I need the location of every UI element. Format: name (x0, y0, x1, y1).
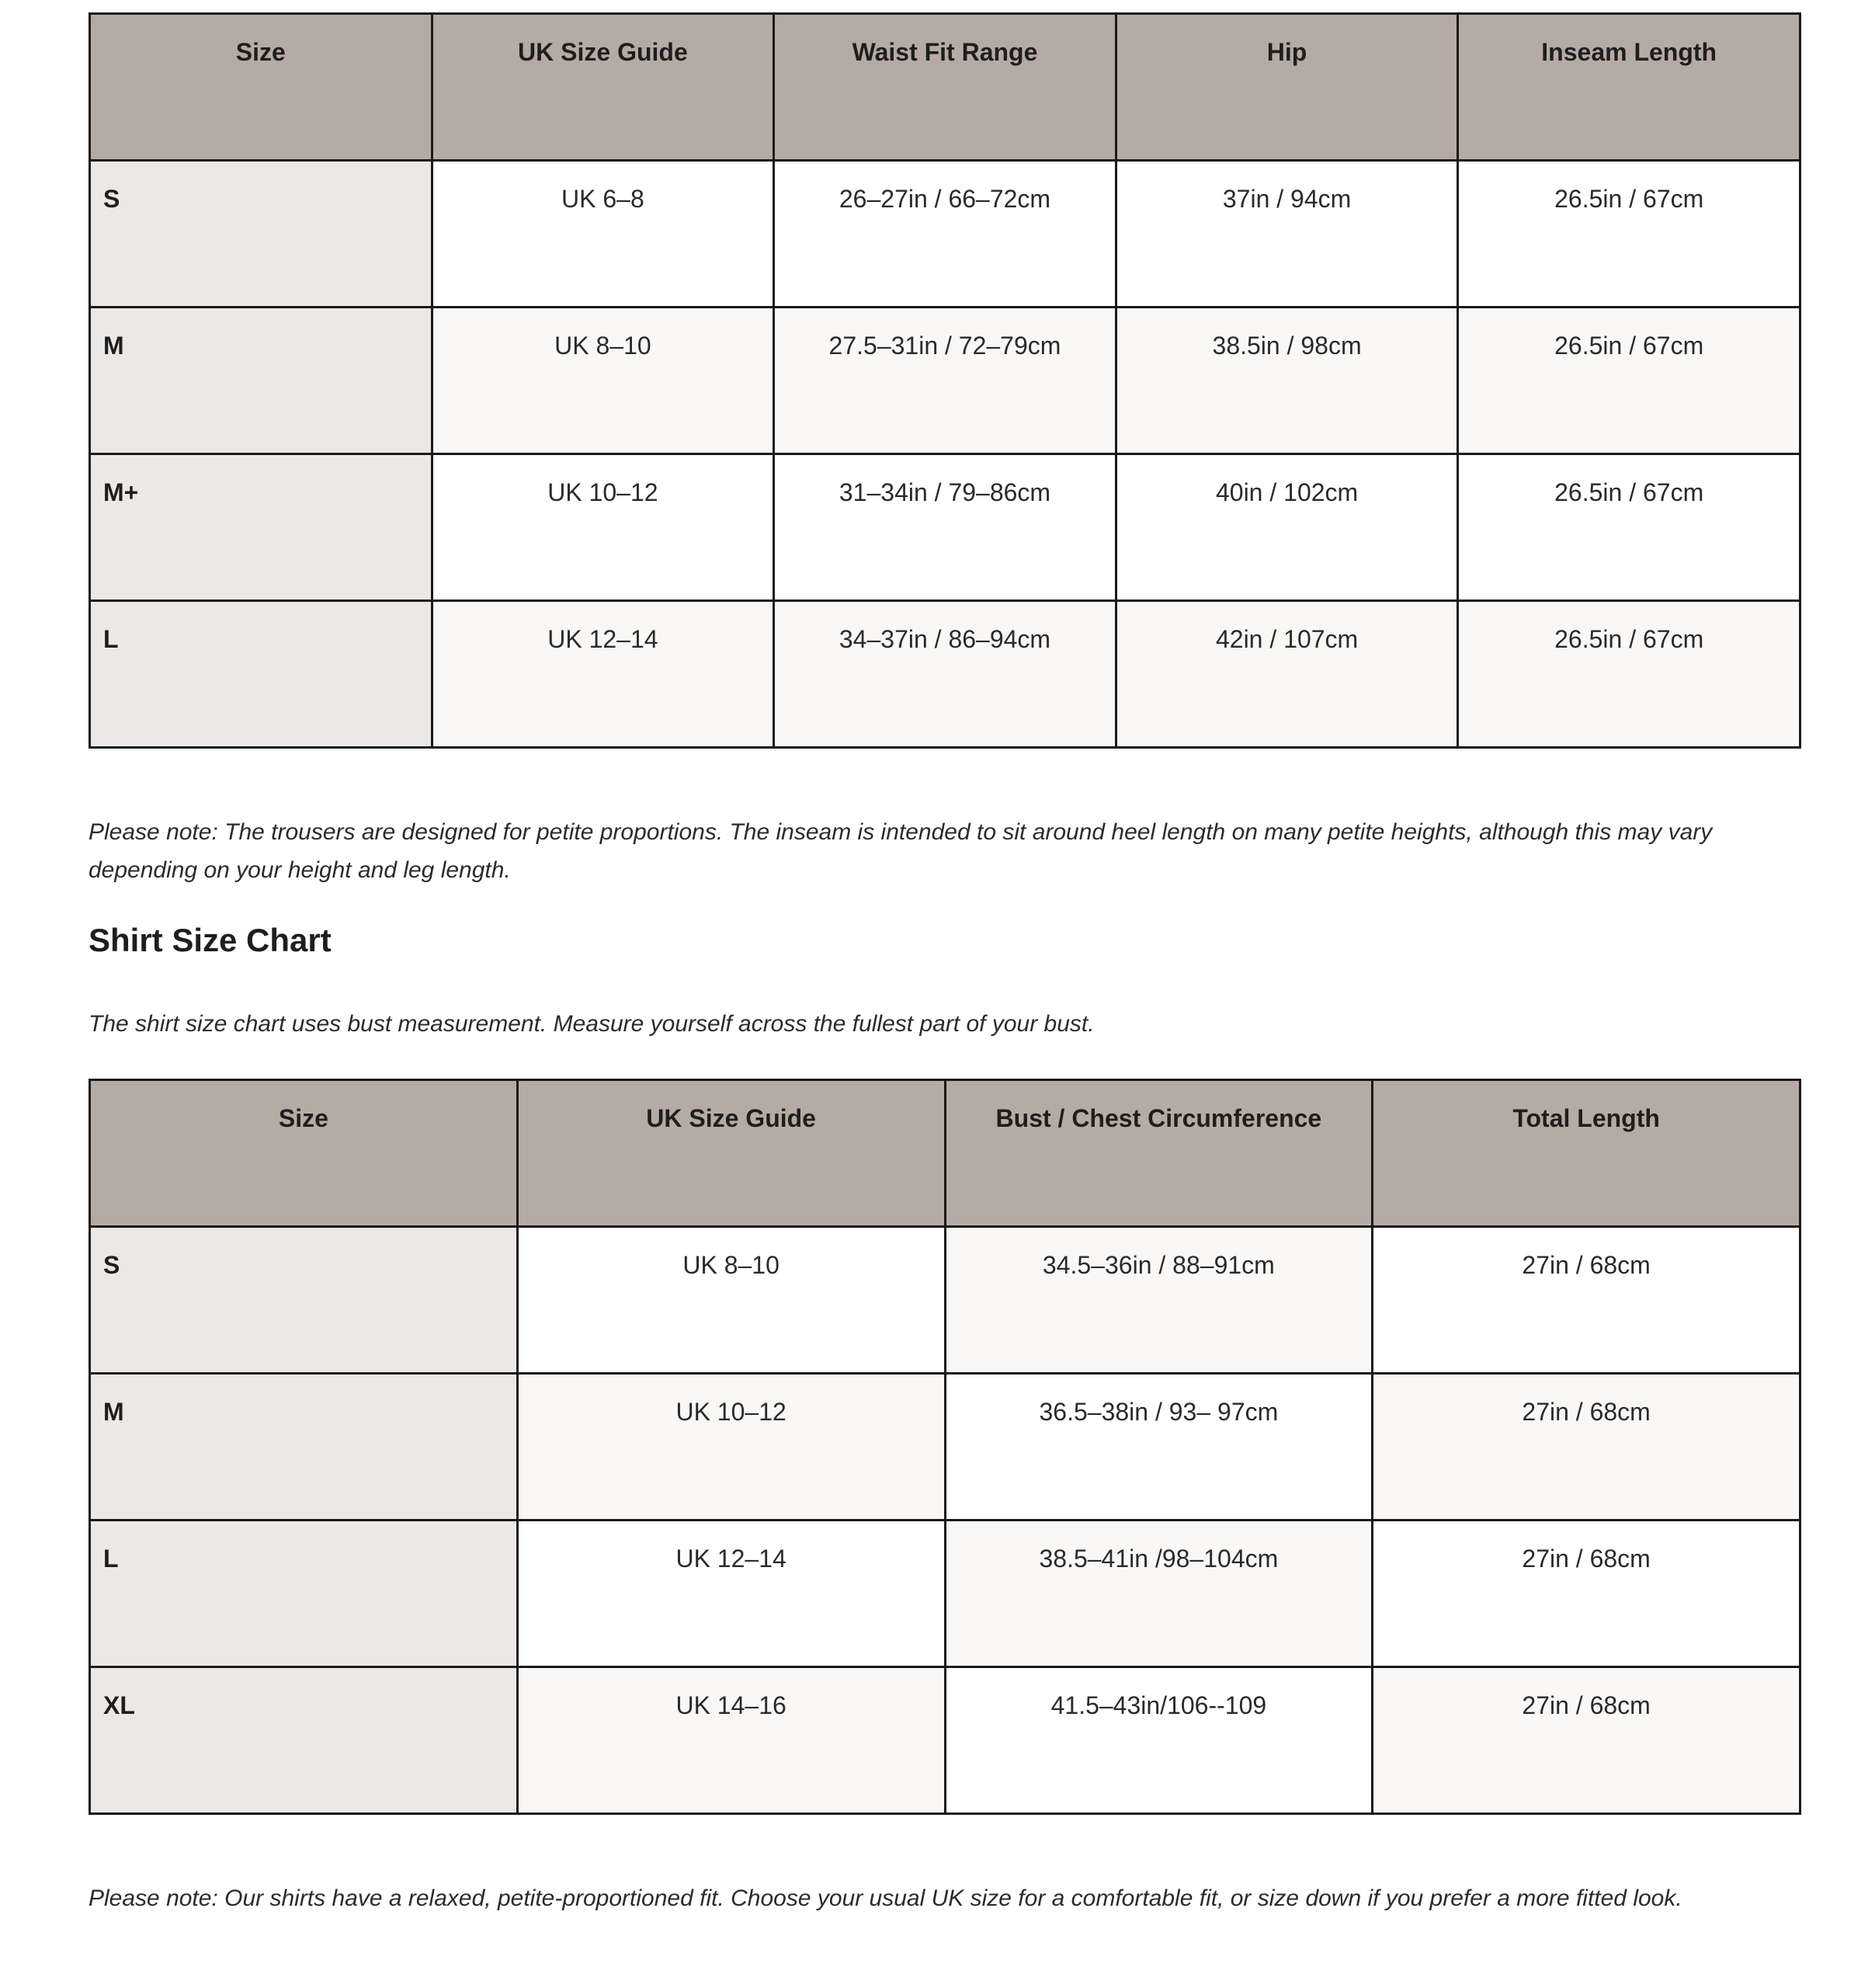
table-header-row (90, 1080, 1800, 1227)
size-cell: L (90, 1521, 518, 1667)
trousers-note: Please note: The trousers are designed for petite proportions. The inseam is intended to sit around heel length on many petite heights, although this may vary depending on your height and leg length. (89, 819, 1713, 883)
uk-size-cell: UK 8–10 (432, 308, 774, 454)
waist-cell: 31–34in / 79–86cm (774, 454, 1116, 601)
header-hip: Hip (1116, 14, 1458, 161)
header-size: Size (90, 14, 432, 161)
uk-size-cell: UK 12–14 (517, 1521, 945, 1667)
waist-cell: 26–27in / 66–72cm (774, 161, 1116, 308)
bust-cell: 34.5–36in / 88–91cm (945, 1227, 1373, 1374)
shirt-note: Please note: Our shirts have a relaxed, petite-proportioned fit. Choose your usual UK size for a comfortable fit, or size down if you prefer a more fitted look. (89, 1885, 1682, 1911)
table-row (90, 1227, 1800, 1374)
shirt-intro: The shirt size chart uses bust measurement. Measure yourself across the fullest part of your bust. (89, 1011, 1095, 1037)
table-row (90, 454, 1800, 601)
header-uk-size-guide: UK Size Guide (517, 1080, 945, 1227)
uk-size-cell: UK 10–12 (517, 1374, 945, 1521)
hip-cell: 38.5in / 98cm (1116, 308, 1458, 454)
bust-cell: 36.5–38in / 93– 97cm (945, 1374, 1373, 1521)
length-cell: 27in / 68cm (1373, 1667, 1800, 1814)
header-uk-size-guide: UK Size Guide (432, 14, 774, 161)
waist-cell: 34–37in / 86–94cm (774, 601, 1116, 748)
length-cell: 27in / 68cm (1373, 1227, 1800, 1374)
size-cell: M (90, 308, 432, 454)
bust-cell: 41.5–43in/106--109 (945, 1667, 1373, 1814)
uk-size-cell: UK 8–10 (517, 1227, 945, 1374)
trousers-size-table (89, 12, 1801, 749)
header-waist-fit-range: Waist Fit Range (774, 14, 1116, 161)
length-cell: 27in / 68cm (1373, 1374, 1800, 1521)
inseam-cell: 26.5in / 67cm (1458, 601, 1800, 748)
table-row (90, 601, 1800, 748)
shirt-size-chart-title: Shirt Size Chart (89, 922, 332, 958)
table-row (90, 308, 1800, 454)
hip-cell: 40in / 102cm (1116, 454, 1458, 601)
table-row (90, 161, 1800, 308)
size-cell: M+ (90, 454, 432, 601)
inseam-cell: 26.5in / 67cm (1458, 308, 1800, 454)
hip-cell: 42in / 107cm (1116, 601, 1458, 748)
table-row (90, 1521, 1800, 1667)
bust-cell: 38.5–41in /98–104cm (945, 1521, 1373, 1667)
shirt-size-table (89, 1079, 1801, 1815)
table-header-row (90, 14, 1800, 161)
size-cell: S (90, 161, 432, 308)
header-total-length: Total Length (1373, 1080, 1800, 1227)
size-cell: S (90, 1227, 518, 1374)
size-cell: XL (90, 1667, 518, 1814)
table-row (90, 1667, 1800, 1814)
size-cell: L (90, 601, 432, 748)
uk-size-cell: UK 10–12 (432, 454, 774, 601)
header-size: Size (90, 1080, 518, 1227)
table-row (90, 1374, 1800, 1521)
length-cell: 27in / 68cm (1373, 1521, 1800, 1667)
header-bust-chest: Bust / Chest Circumference (945, 1080, 1373, 1227)
uk-size-cell: UK 12–14 (432, 601, 774, 748)
uk-size-cell: UK 14–16 (517, 1667, 945, 1814)
inseam-cell: 26.5in / 67cm (1458, 454, 1800, 601)
inseam-cell: 26.5in / 67cm (1458, 161, 1800, 308)
header-inseam-length: Inseam Length (1458, 14, 1800, 161)
uk-size-cell: UK 6–8 (432, 161, 774, 308)
hip-cell: 37in / 94cm (1116, 161, 1458, 308)
waist-cell: 27.5–31in / 72–79cm (774, 308, 1116, 454)
size-cell: M (90, 1374, 518, 1521)
